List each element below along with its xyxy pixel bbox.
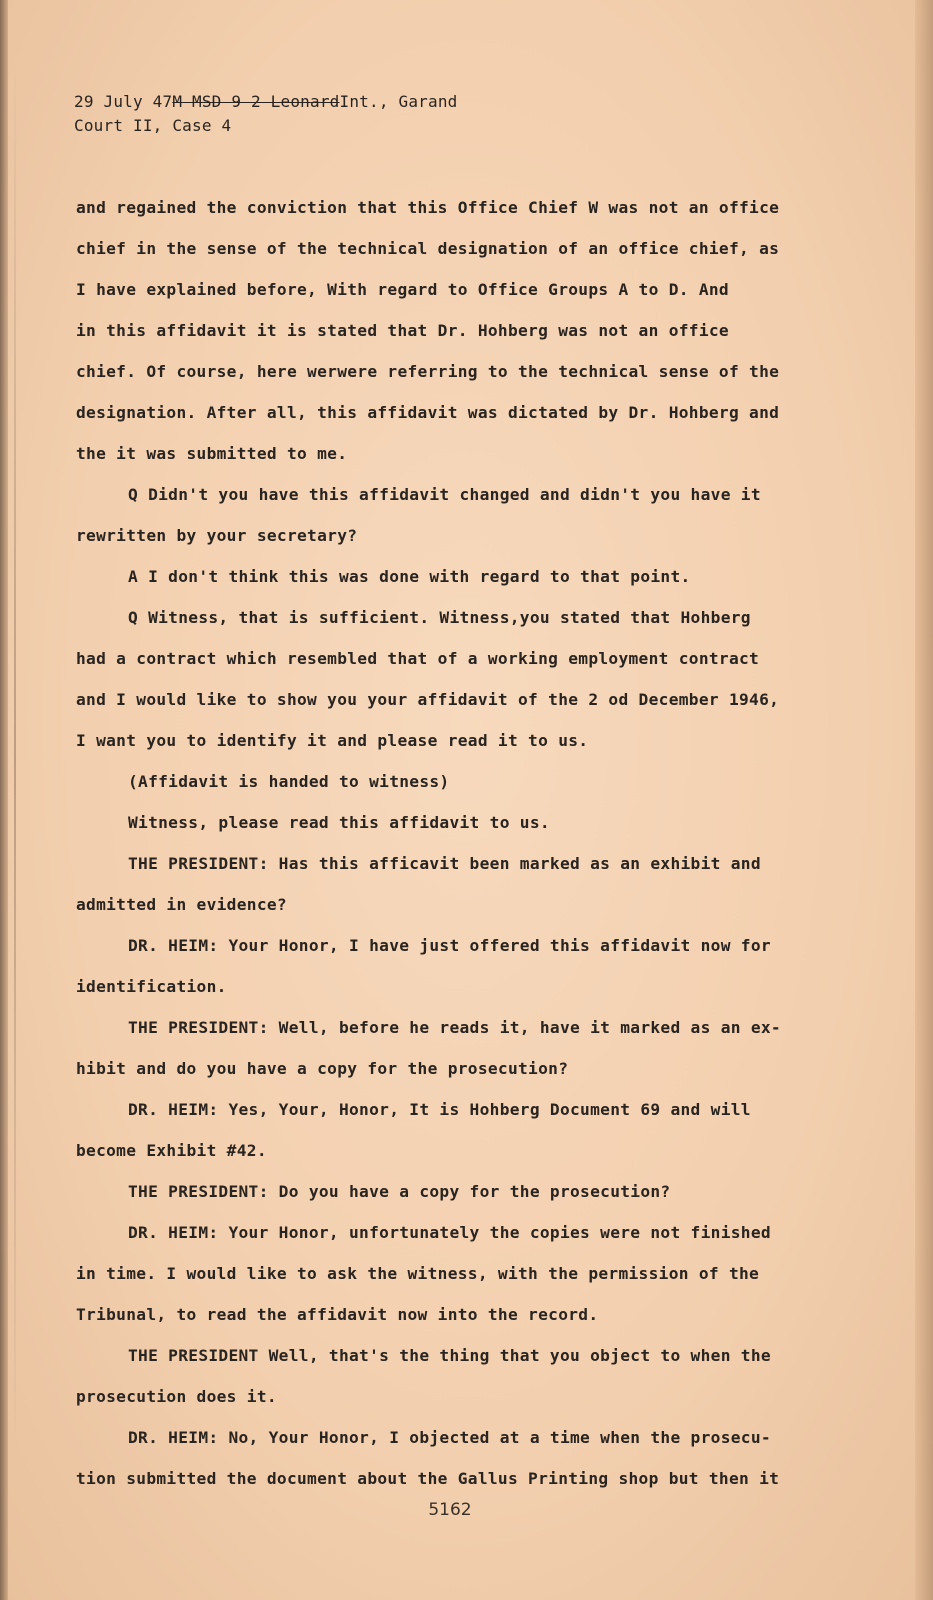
header-date: 29 July 47 [74,92,173,111]
transcript-line: in time. I would like to ask the witness, with the permission of the [76,1264,760,1283]
page-edge-crease [14,60,16,1460]
transcript-line: I want you to identify it and please read it to us. [76,731,589,750]
transcript-line: become Exhibit #42. [76,1141,267,1160]
transcript-line: the it was submitted to me. [76,444,348,463]
transcript-body [76,187,806,1499]
transcript-line: Q Didn't you have this affidavit changed and didn't you have it [128,485,761,504]
transcript-line: THE PRESIDENT Well, that's the thing that you object to when the [128,1346,771,1365]
transcript-line: THE PRESIDENT: Do you have a copy for the prosecution? [128,1182,671,1201]
transcript-line: had a contract which resembled that of a working employment contract [76,649,760,668]
transcript-line: A I don't think this was done with regard to that point. [128,567,691,586]
page-number: 5162 [428,1500,472,1520]
transcript-line: (Affidavit is handed to witness) [128,772,450,791]
header-reference-line [74,90,458,114]
transcript-line: hibit and do you have a copy for the prosecution? [76,1059,569,1078]
transcript-line: THE PRESIDENT: Well, before he reads it, have it marked as an ex- [128,1018,781,1037]
transcript-line: designation. After all, this affidavit was dictated by Dr. Hohberg and [76,403,780,422]
transcript-line: Q Witness, that is sufficient. Witness,you stated that Hohberg [128,608,751,627]
transcript-line: in this affidavit it is stated that Dr. Hohberg was not an office [76,321,729,340]
transcript-line: and regained the conviction that this Office Chief W was not an office [76,198,780,217]
page-header [74,90,458,138]
transcript-line: rewritten by your secretary? [76,526,358,545]
transcript-line: THE PRESIDENT: Has this afficavit been marked as an exhibit and [128,854,761,873]
transcript-line: identification. [76,977,227,996]
transcript-line: I have explained before, With regard to Office Groups A to D. And [76,280,729,299]
transcript-line: chief in the sense of the technical designation of an office chief, as [76,239,780,258]
transcript-line: admitted in evidence? [76,895,287,914]
transcript-line: tion submitted the document about the Gallus Printing shop but then it [76,1469,780,1488]
transcript-line: DR. HEIM: Your Honor, unfortunately the copies were not finished [128,1223,771,1242]
transcript-line: Witness, please read this affidavit to us. [128,813,550,832]
transcript-line: DR. HEIM: Yes, Your, Honor, It is Hohberg Document 69 and will [128,1100,751,1119]
transcript-line: DR. HEIM: Your Honor, I have just offered this affidavit now for [128,936,771,955]
header-court-line: Court II, Case 4 [74,116,232,135]
transcript-line: chief. Of course, here werwere referring to the technical sense of the [76,362,780,381]
transcript-line: prosecution does it. [76,1387,277,1406]
transcript-line: DR. HEIM: No, Your Honor, I objected at a time when the prosecu- [128,1428,771,1447]
transcript-line: and I would like to show you your affidavit of the 2 od December 1946, [76,690,780,709]
header-after-code: Int., Garand [339,92,458,111]
header-struck-code: M MSD 9 2 Leonard [172,92,340,111]
transcript-line: Tribunal, to read the affidavit now into the record. [76,1305,599,1324]
